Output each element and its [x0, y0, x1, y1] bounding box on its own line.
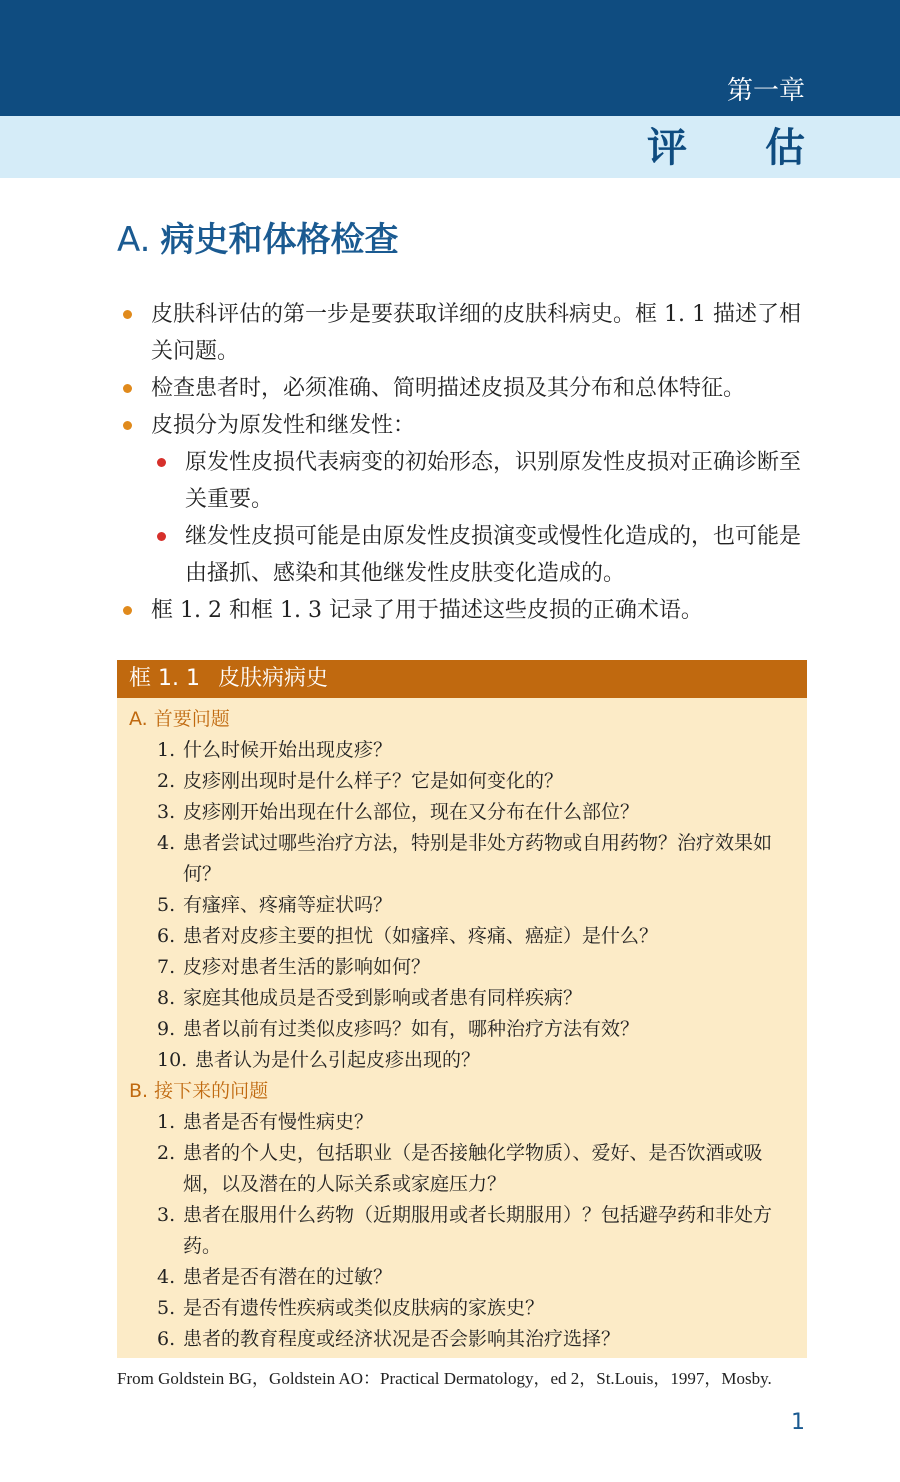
question-text: 患者以前有过类似皮疹吗？如有，哪种治疗方法有效？ — [183, 1018, 640, 1040]
group-b-question-list — [129, 1107, 795, 1355]
question-item — [129, 735, 795, 766]
question-item — [129, 1200, 795, 1262]
sub-bullet-item — [117, 518, 807, 592]
question-number: 6. — [157, 1328, 176, 1350]
question-item — [129, 952, 795, 983]
chapter-label: 第一章 — [726, 76, 805, 106]
question-item — [129, 1014, 795, 1045]
question-item — [129, 797, 795, 828]
question-text: 皮疹对患者生活的影响如何？ — [183, 956, 431, 978]
question-text: 皮疹刚出现时是什么样子？它是如何变化的？ — [183, 770, 564, 792]
bullet-item — [117, 296, 807, 370]
bullet-text: 皮损分为原发性和继发性： — [151, 413, 416, 438]
box-title: 皮肤病病史 — [217, 666, 328, 691]
question-item — [129, 1324, 795, 1355]
question-text: 患者对皮疹主要的担忧（如瘙痒、疼痛、癌症）是什么？ — [183, 925, 659, 947]
bullet-text: 框 1. 2 和框 1. 3 记录了用于描述这些皮损的正确术语。 — [151, 598, 703, 623]
box-header — [117, 660, 807, 698]
question-item — [129, 1107, 795, 1138]
bullet-item — [117, 370, 807, 407]
group-a-title: A. 首要问题 — [129, 708, 230, 730]
bullet-text: 继发性皮损可能是由原发性皮损演变或慢性化造成的，也可能是由搔抓、感染和其他继发性皮肤变化造成的。 — [185, 524, 802, 586]
question-number: 5. — [157, 1297, 176, 1319]
question-number: 1. — [157, 739, 176, 761]
group-a-question-list — [129, 735, 795, 1076]
question-text: 什么时候开始出现皮疹？ — [183, 739, 393, 761]
question-item — [129, 1293, 795, 1324]
question-text: 家庭其他成员是否受到影响或者患有同样疾病？ — [183, 987, 583, 1009]
question-item — [129, 828, 795, 890]
question-text: 有瘙痒、疼痛等症状吗？ — [183, 894, 393, 916]
bullet-item — [117, 407, 807, 444]
question-number: 2. — [157, 770, 176, 792]
question-number: 3. — [157, 801, 176, 823]
question-text: 患者尝试过哪些治疗方法，特别是非处方药物或自用药物？治疗效果如何？ — [183, 832, 773, 885]
question-number: 4. — [157, 832, 176, 854]
bullet-text: 检查患者时，必须准确、简明描述皮损及其分布和总体特征。 — [151, 376, 746, 401]
question-number: 5. — [157, 894, 176, 916]
sub-bullet-item — [117, 444, 807, 518]
question-number: 8. — [157, 987, 176, 1009]
chapter-title: 评估 — [647, 125, 883, 171]
bullet-dot-icon — [123, 606, 132, 615]
intro-bullet-list — [117, 296, 807, 629]
question-number: 1. — [157, 1111, 176, 1133]
page-number: 1 — [791, 1410, 805, 1435]
history-box — [117, 660, 807, 1358]
question-number: 9. — [157, 1018, 176, 1040]
question-item — [129, 983, 795, 1014]
question-number: 6. — [157, 925, 176, 947]
section-title: 病史和体格检查 — [160, 220, 399, 260]
question-item — [129, 890, 795, 921]
question-text: 患者是否有潜在的过敏？ — [183, 1266, 393, 1288]
question-text: 患者认为是什么引起皮疹出现的？ — [195, 1049, 481, 1071]
question-number: 2. — [157, 1142, 176, 1164]
question-item — [129, 921, 795, 952]
bullet-dot-icon — [123, 421, 132, 430]
box-number: 框 1. 1 — [129, 666, 200, 691]
bullet-dot-icon — [123, 384, 132, 393]
question-text: 患者的个人史，包括职业（是否接触化学物质）、爱好、是否饮酒或吸烟，以及潜在的人际关系或家庭压力？ — [183, 1142, 763, 1195]
box-body — [117, 698, 807, 1355]
question-text: 患者的教育程度或经济状况是否会影响其治疗选择？ — [183, 1328, 621, 1350]
question-text: 皮疹刚开始出现在什么部位，现在又分布在什么部位？ — [183, 801, 640, 823]
question-number: 4. — [157, 1266, 176, 1288]
sub-bullet-dot-icon — [157, 458, 166, 467]
bullet-item — [117, 592, 807, 629]
question-text: 患者是否有慢性病史？ — [183, 1111, 374, 1133]
question-text: 是否有遗传性疾病或类似皮肤病的家族史？ — [183, 1297, 545, 1319]
source-citation: From Goldstein BG，Goldstein AO：Practical Dermatology，ed 2，St.Louis，1997，Mosby. — [117, 1369, 772, 1388]
question-number: 3. — [157, 1204, 176, 1226]
question-item — [129, 1138, 795, 1200]
question-text: 患者在服用什么药物（近期服用或者长期服用）？包括避孕药和非处方药。 — [183, 1204, 773, 1257]
bullet-text: 皮肤科评估的第一步是要获取详细的皮肤科病史。框 1. 1 描述了相关问题。 — [151, 302, 801, 364]
section-heading — [117, 218, 398, 262]
question-number: 7. — [157, 956, 176, 978]
question-item — [129, 1045, 795, 1076]
sub-bullet-dot-icon — [157, 532, 166, 541]
question-item — [129, 766, 795, 797]
question-number: 10. — [157, 1049, 188, 1071]
bullet-dot-icon — [123, 310, 132, 319]
question-item — [129, 1262, 795, 1293]
group-b-title: B. 接下来的问题 — [129, 1080, 269, 1102]
bullet-text: 原发性皮损代表病变的初始形态，识别原发性皮损对正确诊断至关重要。 — [185, 450, 802, 512]
section-letter: A. — [117, 220, 151, 260]
